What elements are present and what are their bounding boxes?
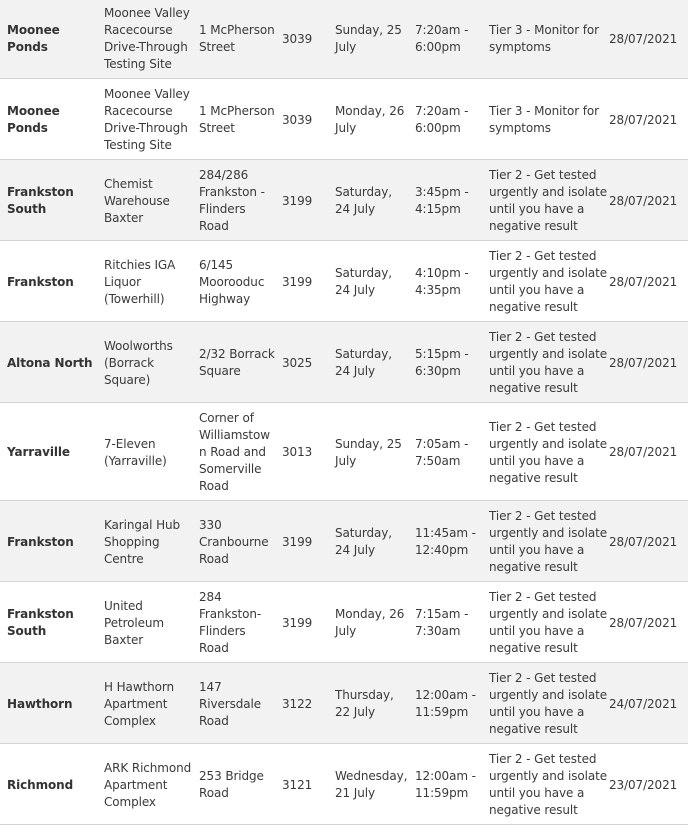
site-cell: Chemist Warehouse Baxter (104, 176, 170, 225)
exposure-time-cell: 4:10pm - 4:35pm (415, 266, 469, 297)
address-cell: 330 Cranbourne Road (199, 517, 269, 566)
exposure-date-cell: Monday, 26 July (335, 104, 405, 135)
suburb-cell: Moonee Ponds (7, 23, 60, 54)
address-cell: 1 McPherson Street (199, 104, 275, 135)
date-added-cell: 23/07/2021 (609, 777, 678, 792)
suburb-cell: Frankston South (7, 185, 74, 216)
exposure-date-cell: Sunday, 25 July (335, 436, 402, 468)
exposure-time-cell: 7:20am - 6:00pm (415, 104, 469, 135)
health-advice-cell: Tier 2 - Get tested urgently and isolate until you have a negative result (489, 752, 607, 817)
site-cell: Ritchies IGA Liquor (Towerhill) (104, 257, 176, 306)
postcode-cell: 3039 (282, 112, 313, 127)
suburb-cell: Yarraville (7, 445, 70, 459)
postcode-cell: 3199 (282, 193, 313, 208)
postcode-cell: 3199 (282, 274, 313, 289)
suburb-cell: Frankston (7, 534, 74, 549)
site-cell: Moonee Valley Racecourse Drive-Through Testing Site (104, 87, 190, 152)
exposure-date-cell: Saturday, 24 July (335, 185, 392, 216)
exposure-time-cell: 7:20am - 6:00pm (415, 23, 469, 54)
exposure-date-cell: Saturday, 24 July (335, 347, 392, 378)
exposure-time-cell: 7:15am - 7:30am (415, 607, 469, 638)
postcode-cell: 3199 (282, 534, 313, 549)
health-advice-cell: Tier 2 - Get tested urgently and isolate until you have a negative result (489, 590, 607, 655)
table-row (0, 160, 688, 241)
site-cell: 7-Eleven (Yarraville) (104, 436, 167, 468)
table-row (0, 241, 688, 322)
exposure-time-cell: 12:00am - 11:59pm (415, 769, 476, 800)
postcode-cell: 3025 (282, 355, 313, 370)
exposure-date-cell: Monday, 26 July (335, 607, 405, 638)
postcode-cell: 3121 (282, 777, 313, 792)
postcode-cell: 3013 (282, 445, 313, 459)
exposure-date-cell: Sunday, 25 July (335, 23, 402, 54)
health-advice-cell: Tier 2 - Get tested urgently and isolate until you have a negative result (489, 168, 607, 233)
date-added-cell: 28/07/2021 (609, 445, 678, 459)
date-added-cell: 28/07/2021 (609, 274, 678, 289)
postcode-cell: 3039 (282, 31, 313, 46)
health-advice-cell: Tier 3 - Monitor for symptoms (489, 104, 599, 135)
table-row (0, 582, 688, 663)
address-cell: 147 Riversdale Road (199, 679, 262, 728)
date-added-cell: 28/07/2021 (609, 355, 678, 370)
exposure-date-cell: Saturday, 24 July (335, 526, 392, 557)
exposure-date-cell: Thursday, 22 July (335, 688, 394, 719)
exposure-time-cell: 11:45am - 12:40pm (415, 526, 476, 557)
table-row (0, 403, 688, 501)
table-row (0, 501, 688, 582)
suburb-cell: Frankston South (7, 607, 74, 638)
date-added-cell: 28/07/2021 (609, 534, 678, 549)
exposure-date-cell: Saturday, 24 July (335, 266, 392, 297)
suburb-cell: Hawthorn (7, 696, 73, 711)
suburb-cell: Richmond (7, 777, 74, 792)
date-added-cell: 28/07/2021 (609, 615, 678, 630)
table-row (0, 0, 688, 79)
address-cell: 253 Bridge Road (199, 769, 264, 800)
exposure-time-cell: 7:05am - 7:50am (415, 436, 469, 468)
postcode-cell: 3122 (282, 696, 313, 711)
health-advice-cell: Tier 2 - Get tested urgently and isolate until you have a negative result (489, 330, 607, 395)
postcode-cell: 3199 (282, 615, 313, 630)
date-added-cell: 28/07/2021 (609, 193, 678, 208)
site-cell: ARK Richmond Apartment Complex (104, 760, 192, 809)
health-advice-cell: Tier 2 - Get tested urgently and isolate until you have a negative result (489, 249, 607, 314)
date-added-cell: 24/07/2021 (609, 696, 678, 711)
suburb-cell: Frankston (7, 274, 74, 289)
exposure-time-cell: 5:15pm - 6:30pm (415, 347, 469, 378)
health-advice-cell: Tier 2 - Get tested urgently and isolate until you have a negative result (489, 509, 607, 574)
exposure-time-cell: 12:00am - 11:59pm (415, 688, 476, 719)
date-added-cell: 28/07/2021 (609, 31, 678, 46)
table-row (0, 322, 688, 403)
health-advice-cell: Tier 3 - Monitor for symptoms (489, 23, 599, 54)
address-cell: Corner of Williamstown Road and Somerville Road (199, 411, 270, 493)
address-cell: 6/145 Moorooduc Highway (199, 257, 265, 306)
address-cell: 284 Frankston-Flinders Road (199, 590, 262, 655)
suburb-cell: Altona North (7, 355, 93, 370)
address-cell: 2/32 Borrack Square (199, 347, 275, 378)
site-cell: Woolworths (Borrack Square) (104, 338, 173, 387)
table-row (0, 79, 688, 160)
address-cell: 284/286 Frankston - Flinders Road (199, 168, 265, 233)
health-advice-cell: Tier 2 - Get tested urgently and isolate until you have a negative result (489, 671, 607, 736)
site-cell: Moonee Valley Racecourse Drive-Through Testing Site (104, 6, 190, 71)
site-cell: United Petroleum Baxter (104, 598, 165, 647)
exposure-time-cell: 3:45pm - 4:15pm (415, 185, 469, 216)
suburb-cell: Moonee Ponds (7, 104, 60, 135)
health-advice-cell: Tier 2 - Get tested urgently and isolate until you have a negative result (489, 419, 607, 485)
date-added-cell: 28/07/2021 (609, 112, 678, 127)
table-row (0, 663, 688, 744)
site-cell: H Hawthorn Apartment Complex (104, 679, 175, 728)
site-cell: Karingal Hub Shopping Centre (104, 517, 181, 566)
address-cell: 1 McPherson Street (199, 23, 275, 54)
table-row (0, 744, 688, 825)
exposure-date-cell: Wednesday, 21 July (335, 769, 408, 800)
